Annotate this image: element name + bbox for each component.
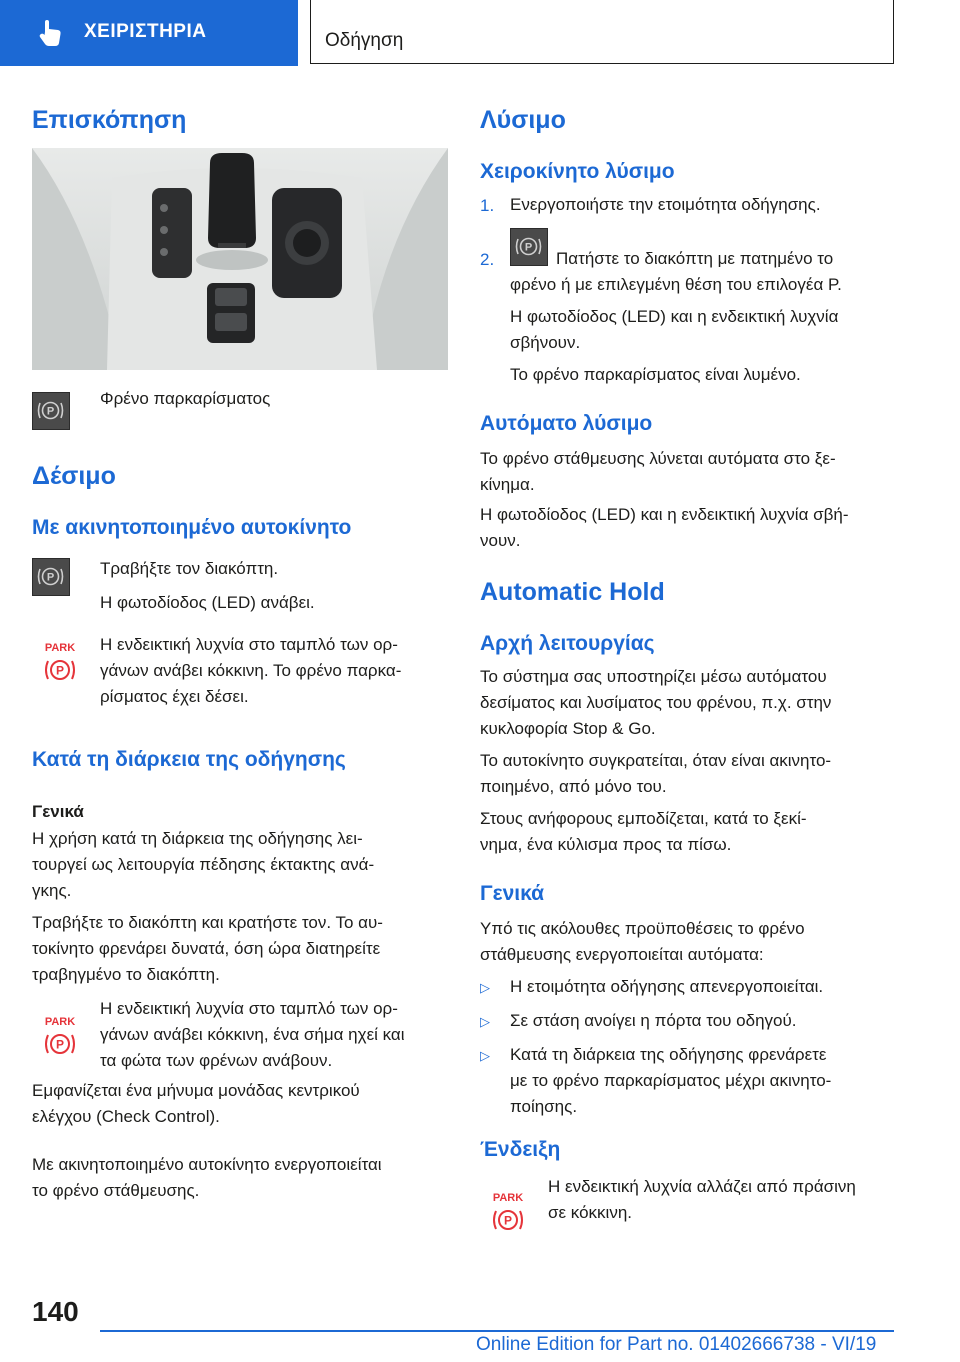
step-2-line-2: φρένο ή με επιλεγμένη θέση του επιλογέα P.	[510, 275, 842, 294]
svg-text:P: P	[524, 241, 533, 254]
list-item: Σε στάση ανοίγει η πόρτα του οδηγού.	[510, 1011, 797, 1030]
footer-divider	[100, 1330, 894, 1332]
bullet-marker-icon: ▷	[480, 980, 490, 995]
overview-heading: Επισκόπηση	[32, 106, 187, 134]
park-icon-label: PARK	[44, 1016, 76, 1028]
display-heading: Ένδειξη	[480, 1138, 561, 1161]
step-1-number: 1.	[480, 196, 495, 215]
chapter-title: Οδήγηση	[325, 30, 404, 51]
list-item: Η ετοιμότητα οδήγησης απενεργοποιείται.	[510, 977, 824, 996]
held-text: Το αυτοκίνητο συγκρατείται, όταν είναι ακινητο- ποιημένο, από μόνο του.	[480, 751, 832, 796]
general-heading-right: Γενικά	[480, 882, 545, 905]
page-number: 140	[32, 1296, 79, 1327]
principle-heading: Αρχή λειτουργίας	[480, 632, 655, 655]
bullet-marker-icon: ▷	[480, 1048, 490, 1063]
step-1-text: Ενεργοποιήστε την ετοιμότητα οδήγησης.	[510, 195, 821, 214]
activation-text: Με ακινητοποιημένο αυτοκίνητο ενεργοποιείται το φρένο στάθμευσης.	[32, 1155, 382, 1200]
park-icon-label: PARK	[492, 1192, 524, 1204]
release-heading: Λύσιμο	[480, 106, 566, 134]
display-text: Η ενδεικτική λυχνία αλλάζει από πράσινη σε κόκκινη.	[548, 1177, 856, 1222]
pull-switch-text: Τραβήξτε τον διακόπτη.	[100, 559, 279, 578]
check-control-text: Εμφανίζεται ένα μήνυμα μονάδας κεντρικού ελέγχου (Check Control).	[32, 1081, 360, 1126]
general-heading-left: Γενικά	[32, 802, 84, 821]
bullet-marker-icon: ▷	[480, 1014, 490, 1029]
engage-heading: Δέσιμο	[32, 462, 116, 490]
svg-text:P: P	[46, 405, 55, 418]
p-icon-label: P	[55, 1037, 65, 1052]
auto-release-heading: Αυτόματο λύσιμο	[480, 412, 653, 435]
p-icon-label: P	[55, 663, 65, 678]
principle-text: Το σύστημα σας υποστηρίζει μέσω αυτόματου δεσίματος και λυσίματος του φρένου, π.χ. στην κυκλοφορία Stop & Go.	[480, 667, 832, 738]
step-2-number: 2.	[480, 250, 495, 269]
park-warning-icon	[488, 1190, 528, 1236]
hand-pointer-icon	[36, 18, 66, 48]
conditions-intro: Υπό τις ακόλουθες προϋποθέσεις το φρένο στάθμευσης ενεργοποιείται αυτόματα:	[480, 919, 805, 964]
uphill-text: Στους ανήφορους εμποδίζεται, κατά το ξεκί- νημα, ένα κύλισμα προς τα πίσω.	[480, 809, 807, 854]
svg-text:P: P	[46, 571, 55, 584]
stationary-heading: Με ακινητοποιημένο αυτοκίνητο	[32, 516, 352, 539]
step-2-led-text: Η φωτοδίοδος (LED) και η ενδεικτική λυχνία σβήνουν.	[510, 307, 839, 352]
parking-brake-photo	[32, 148, 448, 370]
auto-release-led-text: Η φωτοδίοδος (LED) και η ενδεικτική λυχνία σβή- νουν.	[480, 505, 849, 550]
list-item: Κατά τη διάρκεια της οδήγησης φρενάρετε με το φρένο παρκαρίσματος μέχρι ακινητο- ποίησης.	[510, 1045, 832, 1116]
parking-brake-switch-icon	[32, 392, 70, 430]
manual-release-heading: Χειροκίνητο λύσιμο	[480, 160, 675, 183]
section-tab-label: ΧΕΙΡΙΣΤΗΡΙΑ	[84, 21, 207, 42]
general-text: Η χρήση κατά τη διάρκεια της οδήγησης λει- τουργεί ως λειτουργία πέδησης έκτακτης ανά- γκης.	[32, 829, 375, 900]
chapter-header	[310, 0, 894, 64]
step-2-released-text: Το φρένο παρκαρίσματος είναι λυμένο.	[510, 365, 801, 384]
park-note-1: Η ενδεικτική λυχνία στο ταμπλό των ορ- γάνων ανάβει κόκκινη. Το φρένο παρκα- ρίσματος έχει δέσει.	[100, 635, 402, 706]
parking-brake-switch-icon	[32, 558, 70, 596]
auto-release-text: Το φρένο στάθμευσης λύνεται αυτόματα στο ξε- κίνημα.	[480, 449, 836, 494]
led-lights-text: Η φωτοδίοδος (LED) ανάβει.	[100, 593, 315, 612]
photo-caption: Φρένο παρκαρίσματος	[100, 389, 271, 408]
hold-text: Τραβήξτε το διακόπτη και κρατήστε τον. Το αυ- τοκίνητο φρενάρει δυνατά, όση ώρα διατηρείτε τραβηγμένο το διακόπτη.	[32, 913, 383, 984]
park-warning-icon	[40, 1014, 80, 1060]
section-tab[interactable]	[0, 0, 298, 66]
step-2-line-1: Πατήστε το διακόπτη με πατημένο το	[556, 249, 834, 268]
parking-brake-switch-icon	[510, 228, 548, 266]
driving-heading: Κατά τη διάρκεια της οδήγησης	[32, 748, 346, 771]
p-icon-label: P	[503, 1213, 513, 1228]
edition-text: Online Edition for Part no. 01402666738 - VI/19	[476, 1334, 877, 1355]
park-icon-label: PARK	[44, 642, 76, 654]
automatic-hold-heading: Automatic Hold	[480, 578, 665, 606]
park-note-2: Η ενδεικτική λυχνία στο ταμπλό των ορ- γάνων ανάβει κόκκινη, ένα σήμα ηχεί και τα φώτα των φρένων ανάβουν.	[100, 999, 405, 1070]
park-warning-icon	[40, 640, 80, 686]
